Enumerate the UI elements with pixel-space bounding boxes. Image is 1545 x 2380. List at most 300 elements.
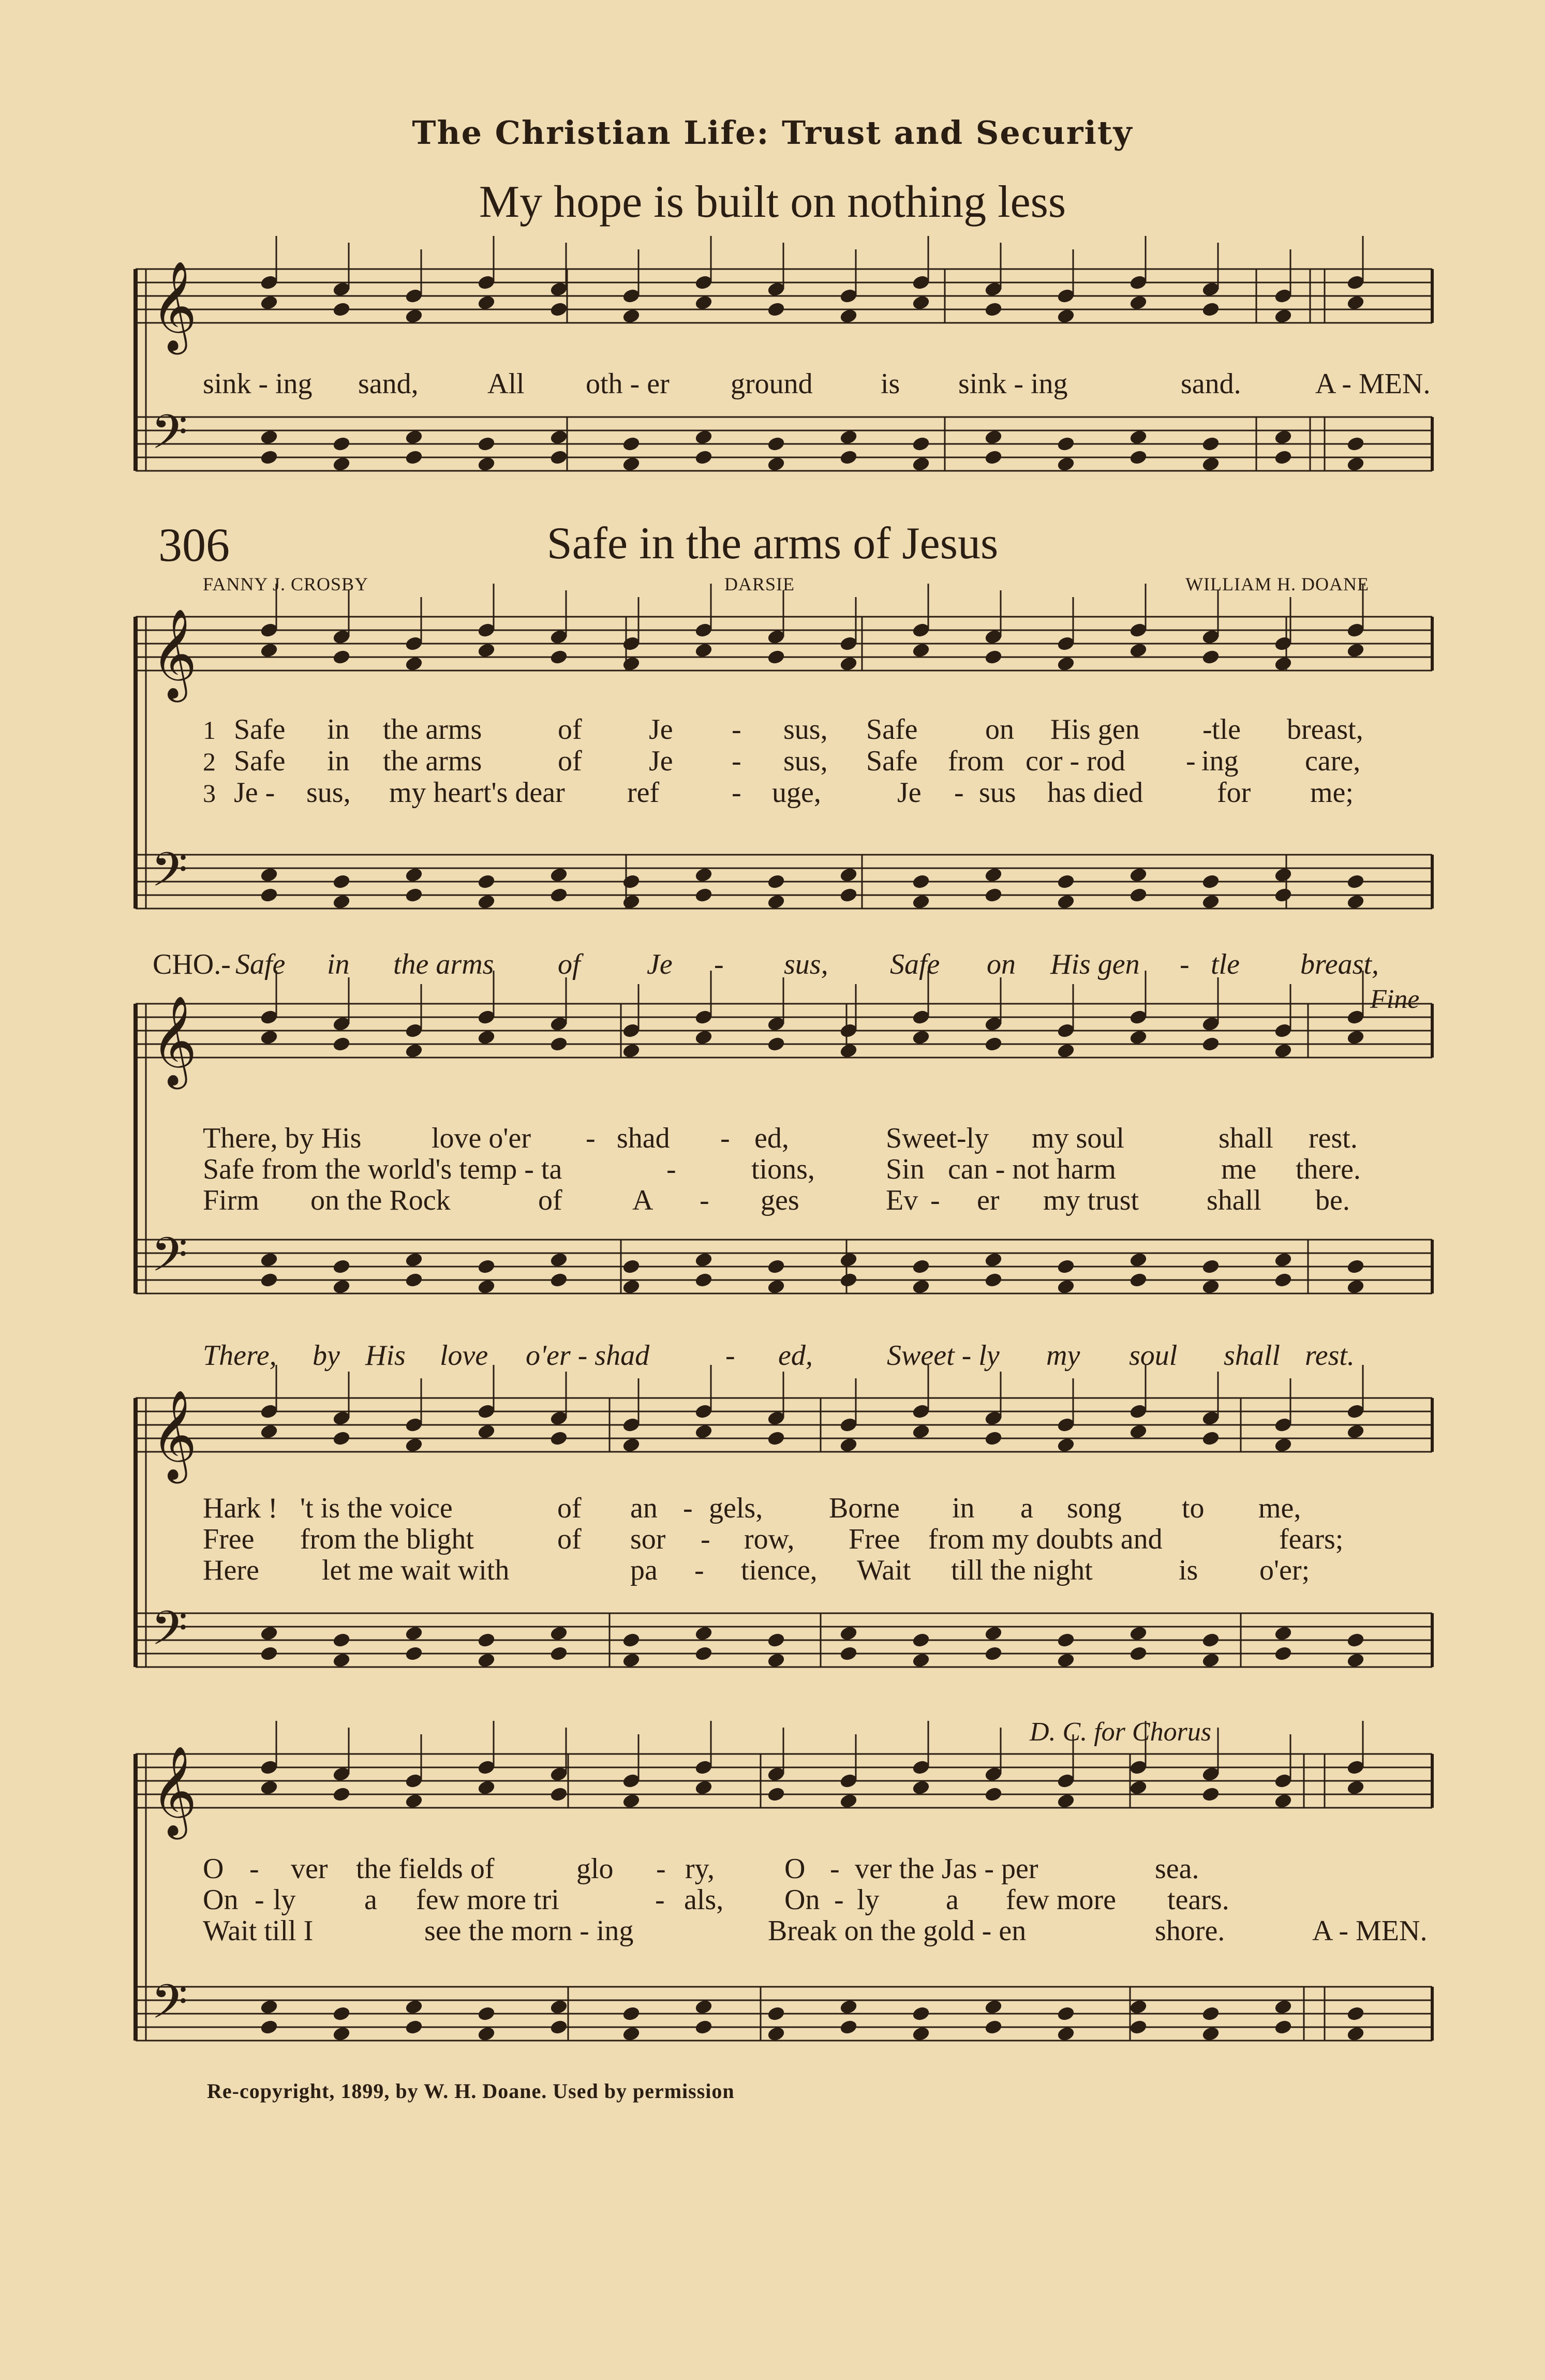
treble-note [912,1424,930,1440]
bass-note [549,429,568,445]
lyric: tience, [741,1554,818,1586]
treble-note [477,1780,496,1796]
lyric: shall [1224,1340,1280,1372]
bass-note [1274,1252,1293,1268]
treble-note [405,1437,423,1453]
bass-note [1346,1653,1365,1669]
bass-note [839,1252,858,1268]
lyric: Je [649,713,673,746]
bass-note [622,894,641,910]
lyric: - [655,1884,665,1916]
bass-note [984,1999,1003,2015]
treble-note [405,1793,423,1809]
lyric: from my doubts and [928,1523,1163,1555]
lyric: shall [1207,1184,1261,1216]
bass-note [839,1626,858,1642]
lyric: Sin [886,1153,925,1185]
lyric: Hark ! [203,1492,278,1524]
treble-note [1057,1437,1075,1453]
treble-note [1274,1793,1293,1809]
bass-note [405,1646,423,1662]
bass-note [405,429,423,445]
bass-note [1274,1626,1293,1642]
bass-note [477,436,496,452]
verse-number: 1 [203,716,216,745]
bass-note [622,1632,641,1648]
lyric: A - MEN. [1312,1915,1428,1947]
bass-note [332,436,351,452]
bass-note [694,450,713,466]
lyric: A [632,1184,653,1216]
bass-note [405,887,423,903]
verse-line-1 [203,1122,1434,1155]
lyric: His gen [1050,713,1140,746]
lyric: ry, [685,1853,715,1885]
treble-note [405,1043,423,1059]
lyric: row, [744,1523,795,1555]
bass-note [1346,1279,1365,1295]
bass-note [1057,456,1075,472]
section-header: The Christian Life: Trust and Security [412,114,1133,152]
bass-note [1201,436,1220,452]
lyric: a [364,1884,377,1916]
bass-note [1201,456,1220,472]
lyric: tions, [751,1153,815,1185]
treble-note [405,656,423,672]
treble-clef: 𝄞 [151,261,197,351]
lyric: sink - ing [958,368,1068,400]
lyric: shall [1219,1122,1273,1154]
bass-note [260,1999,278,2015]
bass-note [1129,1252,1148,1268]
lyric: - [714,948,724,980]
lyric: on the Rock [310,1184,451,1216]
bass-note [1201,1259,1220,1275]
lyric: see the morn - ing [424,1915,634,1947]
lyric: 't is the voice [300,1492,453,1524]
treble-clef: 𝄞 [151,608,197,698]
bass-note [622,874,641,890]
lyric: - [1186,745,1196,777]
treble-note [767,1431,785,1447]
bass-note [767,874,785,890]
treble-note [549,302,568,318]
bass-note [767,2026,785,2042]
treble-note [1201,1431,1220,1447]
bass-note [839,1646,858,1662]
treble-note [1057,656,1075,672]
lyric: there. [1296,1153,1361,1185]
lyric: Here [203,1554,259,1586]
lyric: from the blight [300,1523,474,1555]
lyric: - [694,1554,704,1586]
lyric: - [720,1122,730,1154]
bass-note [622,2006,641,2022]
treble-note [1274,308,1293,324]
bass-note [405,1999,423,2015]
verse-line-3 [203,1184,1434,1217]
treble-note [984,302,1003,318]
bass-clef: 𝄢 [151,405,188,471]
bass-note [260,429,278,445]
lyric: of [558,948,581,980]
bass-note [1057,874,1075,890]
lyric: On [203,1884,239,1916]
lyric: ver [291,1853,328,1885]
bass-note [1057,1279,1075,1295]
lyric: There, [203,1340,277,1372]
lyric: Firm [203,1184,259,1216]
lyric: ly [857,1884,880,1916]
treble-note [332,1431,351,1447]
lyric: Safe [234,713,286,746]
lyric: ground [731,368,813,400]
bass-note [477,1653,496,1669]
lyric: my soul [1032,1122,1124,1154]
bass-note [549,867,568,883]
treble-note [912,1030,930,1046]
lyric: - [732,745,741,777]
treble-note [260,1424,278,1440]
bass-note [839,450,858,466]
bass-note [912,1279,930,1295]
dc-for-chorus-mark: D. C. for Chorus [1030,1717,1212,1747]
treble-note [1129,1030,1148,1046]
lyric: my heart's dear [389,777,565,809]
verse-line-3 [203,1554,1434,1587]
lyric: of [557,1492,582,1524]
bass-note [1346,456,1365,472]
lyric: the arms [383,713,482,746]
treble-note [260,295,278,311]
bass-note [405,2019,423,2035]
treble-note [984,1431,1003,1447]
lyric: Sweet - ly [887,1340,1000,1372]
treble-note [549,1036,568,1052]
bass-note [260,1272,278,1288]
treble-note [477,643,496,659]
bass-note [477,1632,496,1648]
bass-note [1346,894,1365,910]
treble-note [1346,295,1365,311]
lyric: On [784,1884,820,1916]
lyric: in [327,948,350,980]
copyright-notice: Re-copyright, 1899, by W. H. Doane. Used by permission [207,2079,735,2103]
bass-note [405,867,423,883]
bass-note [839,867,858,883]
lyric: Safe [890,948,940,980]
lyric: Wait till I [203,1915,314,1947]
bass-note [477,2006,496,2022]
bass-note [1274,429,1293,445]
lyric: pa [630,1554,658,1586]
treble-note [1057,1793,1075,1809]
bass-note [767,894,785,910]
treble-note [1274,1437,1293,1453]
lyric: glo [576,1853,614,1885]
lyric: rest. [1309,1122,1358,1154]
lyric: song [1067,1492,1122,1524]
lyric: sea. [1155,1853,1199,1885]
lyric: on [987,948,1016,980]
bass-note [332,1259,351,1275]
fine-mark: Fine [1370,985,1420,1014]
lyric: let me wait with [322,1554,510,1586]
lyric: Break on the gold - en [768,1915,1027,1947]
lyric: on [985,713,1014,746]
bass-note [1201,1632,1220,1648]
treble-note [1129,1780,1148,1796]
bass-note [260,450,278,466]
bass-note [984,1252,1003,1268]
lyric: sus, [784,948,828,980]
lyric: Borne [829,1492,900,1524]
lyric: shad [617,1122,670,1154]
treble-note [622,1437,641,1453]
treble-note [332,649,351,665]
bass-note [1201,2026,1220,2042]
verse-line-3 [203,1914,1434,1947]
lyric: my trust [1043,1184,1139,1216]
treble-note [1346,1780,1365,1796]
bass-note [1274,2019,1293,2035]
lyric: sus, [783,745,828,777]
bass-note [477,1279,496,1295]
verse-number: 3 [203,779,216,808]
lyric: - [954,777,964,809]
lyric: tle [1211,948,1240,980]
bass-note [332,894,351,910]
lyric: by [313,1340,340,1372]
lyric: till the night [951,1554,1093,1586]
bass-note [984,1272,1003,1288]
lyric: of [538,1184,562,1216]
treble-note [1201,1036,1220,1052]
bass-note [984,1646,1003,1662]
bass-note [839,1999,858,2015]
bass-note [332,874,351,890]
bass-note [1274,867,1293,883]
lyric: - [586,1122,596,1154]
lyric: Safe from the world's temp - ta [203,1153,562,1185]
lyric: - [656,1853,666,1885]
lyric: in [327,713,350,746]
treble-note [622,1793,641,1809]
lyric: fears; [1279,1523,1344,1555]
lyric: has died [1047,777,1143,809]
treble-note [1129,643,1148,659]
bass-note [694,1252,713,1268]
bass-note [1129,1999,1148,2015]
lyric: sand. [1181,368,1241,400]
bass-note [767,2006,785,2022]
bass-note [260,1646,278,1662]
lyric: Safe [866,745,918,777]
bass-note [984,1626,1003,1642]
lyric: - [255,1884,264,1916]
bass-note [332,1653,351,1669]
bass-note [1129,2019,1148,2035]
bass-note [912,456,930,472]
lyric: ly [273,1884,296,1916]
treble-note [767,649,785,665]
lyric: ed, [754,1122,789,1154]
bass-note [477,456,496,472]
lyric: ref [627,777,660,809]
treble-clef: 𝄞 [151,995,197,1085]
treble-note [1201,302,1220,318]
lyric: sink - ing [203,368,313,400]
bass-note [549,450,568,466]
bass-note [1274,1272,1293,1288]
bass-note [912,894,930,910]
treble-note [767,1787,785,1803]
bass-note [622,436,641,452]
bass-note [477,894,496,910]
lyric: Safe [235,948,286,980]
lyric: of [558,745,582,777]
treble-note [1274,656,1293,672]
bass-clef: 𝄢 [151,1227,188,1293]
lyric: tears. [1167,1884,1229,1916]
bass-note [839,429,858,445]
bass-note [839,887,858,903]
treble-note [405,308,423,324]
lyric: Safe [866,713,918,746]
bass-note [912,2026,930,2042]
bass-note [767,456,785,472]
treble-note [549,1431,568,1447]
lyric: soul [1129,1340,1178,1372]
treble-note [332,1787,351,1803]
bass-note [549,1999,568,2015]
lyric: tle [1212,713,1241,746]
bass-note [1057,1653,1075,1669]
bass-note [767,1259,785,1275]
lyric: of [558,713,582,746]
bass-clef: 𝄢 [151,1601,188,1667]
bass-note [984,450,1003,466]
verse-line-2 [203,1523,1434,1556]
lyric: uge, [772,777,821,809]
hymn-number: 306 [158,518,230,571]
treble-note [767,302,785,318]
treble-note [260,643,278,659]
bass-note [1346,1259,1365,1275]
treble-note [622,656,641,672]
hymn-title: Safe in the arms of Jesus [546,518,999,569]
bass-note [332,1632,351,1648]
treble-note [549,649,568,665]
treble-note [332,1036,351,1052]
treble-note [1201,1787,1220,1803]
lyric: cor - rod [1026,745,1125,777]
lyric: shore. [1155,1915,1225,1947]
lyric: breast, [1287,713,1363,746]
bass-note [477,2026,496,2042]
bass-note [1201,894,1220,910]
bass-note [1057,436,1075,452]
lyric: - [1202,713,1212,746]
bass-note [1057,894,1075,910]
treble-clef: 𝄞 [151,1390,197,1480]
bass-note [1274,450,1293,466]
bass-note [694,1626,713,1642]
treble-note [332,302,351,318]
bass-note [912,436,930,452]
verse-line-1 [203,1852,1434,1885]
lyric: the arms [383,745,482,777]
lyric: ing [1201,745,1239,777]
treble-note [1057,308,1075,324]
lyric: a [1020,1492,1033,1524]
treble-note [549,1787,568,1803]
lyric: There, by His [203,1122,362,1154]
chorus-line-2 [203,1339,1434,1372]
lyric: an [630,1492,658,1524]
lyric: o'er; [1259,1554,1310,1586]
lyric: - [830,1853,840,1885]
bass-note [984,887,1003,903]
lyric: me, [1258,1492,1301,1524]
treble-note [839,308,858,324]
bass-note [1274,1646,1293,1662]
lyric: - [732,777,741,809]
bass-note [767,436,785,452]
lyric: a [946,1884,959,1916]
lyric: for [1217,777,1251,809]
treble-note [694,1780,713,1796]
lyric: A - MEN. [1315,368,1431,400]
treble-note [622,308,641,324]
treble-note [839,1437,858,1453]
lyric: can - not harm [948,1153,1116,1185]
treble-clef: 𝄞 [151,1746,197,1836]
lyric: few more tri [416,1884,559,1916]
treble-note [984,1036,1003,1052]
lyric: - [249,1853,259,1885]
bass-note [1201,1653,1220,1669]
chorus-line-1 [153,948,1384,981]
treble-note [694,1424,713,1440]
lyric: Je [897,777,922,809]
lyric: from [948,745,1004,777]
lyric: sand, [358,368,419,400]
lyric: ges [761,1184,799,1216]
lyric: O [784,1853,806,1885]
lyric: the fields of [356,1853,495,1885]
treble-note [984,649,1003,665]
bass-note [1274,1999,1293,2015]
bass-note [477,1259,496,1275]
bass-note [1201,2006,1220,2022]
lyric: love [440,1340,488,1372]
lyric: in [327,745,350,777]
hymn-author: FANNY J. CROSBY [203,574,369,594]
bass-note [260,1626,278,1642]
treble-note [912,1780,930,1796]
treble-note [767,1036,785,1052]
previous-hymn-title: My hope is built on nothing less [479,177,1066,227]
lyric: Safe [234,745,286,777]
lyric: Je - [234,777,275,809]
bass-note [622,456,641,472]
treble-note [694,643,713,659]
verse-line-3 [234,776,1465,809]
bass-note [1129,429,1148,445]
treble-note [477,295,496,311]
treble-note [694,295,713,311]
